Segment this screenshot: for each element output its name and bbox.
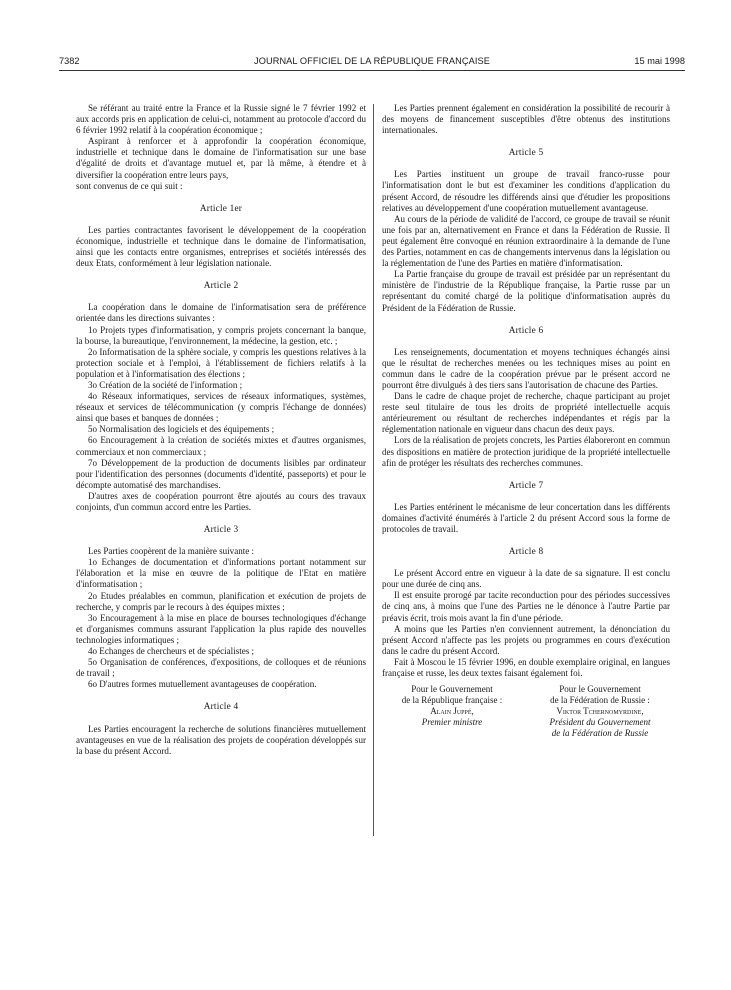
article-paragraph: 2o Informatisation de la sphère sociale, y compris les questions relatives à la protection sociale et à l'emploi, à l'établissement de fichiers relatifs à la population et à l'informatisation des élections ; (76, 346, 366, 379)
article-6-title: Article 6 (508, 325, 544, 336)
article-paragraph: Les Parties entérinent le mécanisme de leur concertation dans les différents domaines d'activité énumérés à l'article 2 du présent Accord sous la forme de protocoles de travail. (382, 501, 670, 534)
article-paragraph: 7o Développement de la production de documents lisibles par ordinateur pour l'identification des personnes (documents d'identité, passeports) et pour le décompte automatisé des marchandises. (76, 457, 366, 490)
article-5-title: Article 5 (508, 148, 544, 159)
journal-title: JOURNAL OFFICIEL DE LA RÉPUBLIQUE FRANÇAISE (254, 56, 490, 66)
preamble-paragraph: Se référant au traité entre la France et la Russie signé le 7 février 1992 et aux accords pris en application de celui-ci, notamment au protocole d'accord du 6 février 1992 relatif à la coopération économique ; (76, 103, 366, 136)
article-paragraph: Il est ensuite prorogé par tacite reconduction pour des périodes successives de cinq ans, à moins que l'une des Parties ne le dénonce à l'autre Partie par préavis écrit, trois mois avant la fin d'une période. (382, 590, 670, 623)
article-paragraph: 1o Projets types d'informatisation, y compris projets concernant la banque, la bourse, la bureautique, l'environnement, la médecine, la gestion, etc. ; (76, 324, 366, 346)
article-paragraph: Au cours de la période de validité de l'accord, ce groupe de travail se réunit une fois par an, alternativement en France et dans la Fédération de Russie. Il peut également être convoqué en réunion extraordinaire à la demande de l'une des Parties, notamment en cas de changements intervenus dans la législation ou la réglementation de l'une des Parties en matière d'informatisation. (382, 213, 670, 269)
agreed-line: sont convenus de ce qui suit : (76, 180, 183, 191)
article-7-title: Article 7 (508, 480, 544, 491)
article-paragraph: La Partie française du groupe de travail est présidée par un représentant du ministère de l'industrie de la République française, la Partie russe par un représentant du comité chargé de la politique d'informatisation auprès du Président de la Fédération de Russie. (382, 269, 670, 313)
article-1-title: Article 1er (199, 203, 243, 214)
signature-of: de la République française : (401, 695, 503, 706)
article-4-title: Article 4 (203, 702, 239, 713)
article-paragraph: 6o D'autres formes mutuellement avantageuses de coopération. (88, 679, 317, 690)
article-2-title: Article 2 (203, 281, 239, 292)
article-paragraph: Les renseignements, documentation et moyens techniques échangés ainsi que le résultat de recherches menées ou les techniques mises au point en commun dans le cadre de la coopération prévue par le présent accord ne pourront être divulgués à des tiers sans l'autorisation de chacune des Parties. (382, 346, 670, 390)
article-paragraph: Les Parties coopèrent de la manière suivante : (88, 546, 255, 557)
article-paragraph: Les Parties instituent un groupe de travail franco-russe pour l'informatisation dont le but est d'examiner les conditions d'application du présent Accord, de résoudre les différends ainsi que d'étudier les propositions relatives au développement d'une coopération mutuellement avantageuse. (382, 169, 670, 213)
page-number: 7382 (59, 56, 80, 66)
signature-russia (530, 684, 670, 739)
article-paragraph: D'autres axes de coopération pourront être ajoutés au cours des travaux conjoints, d'un commun accord entre les Parties. (76, 490, 366, 512)
signature-block (382, 684, 670, 739)
signature-for: Pour le Gouvernement (411, 684, 493, 695)
article-paragraph: A moins que les Parties n'en conviennent autrement, la dénonciation du présent Accord n'affecte pas les projets ou programmes en cours d'exécution dans le cadre du présent Accord. (382, 623, 670, 656)
article-paragraph: 3o Encouragement à la mise en place de bourses technologiques d'échange et d'organismes communs assurant l'application la plus rapide des nouvelles technologies informatiques ; (76, 612, 366, 645)
signatory-role: Président du Gouvernement (549, 717, 651, 728)
signatory-role: de la Fédération de Russie (551, 728, 649, 739)
column-divider (373, 104, 374, 836)
right-column (382, 103, 670, 739)
article-paragraph: 6o Encouragement à la création de sociétés mixtes et d'autres organismes, commerciaux et non commerciaux ; (76, 435, 366, 457)
article-paragraph: Les Parties encouragent la recherche de solutions financières mutuellement avantageuses en vue de la réalisation des projets de coopération développés sur la base du présent Accord. (76, 723, 366, 756)
article-paragraph: 2o Etudes préalables en commun, planification et exécution de projets de recherche, y compris par le recours à des équipes mixtes ; (76, 590, 366, 612)
article-paragraph: La coopération dans le domaine de l'informatisation sera de préférence orientée dans les directions suivantes : (76, 302, 366, 324)
signatory-name: Alain Juppé, (430, 706, 474, 717)
article-paragraph: Lors de la réalisation de projets concrets, les Parties élaboreront en commun des dispositions en matière de protection juridique de la propriété intellectuelle afin de protéger les résultats des recherches communes. (382, 435, 670, 468)
article-8-title: Article 8 (508, 547, 544, 558)
page-header (59, 56, 685, 71)
article-paragraph: Le présent Accord entre en vigueur à la date de sa signature. Il est conclu pour une durée de cinq ans. (382, 568, 670, 590)
article-paragraph: Les parties contractantes favorisent le développement de la coopération économique, industrielle et technique dans le domaine de l'informatisation, ainsi que les contacts entre organismes, entreprises et sociétés intéressés des deux Etats, conformément à leur législation nationale. (76, 224, 366, 269)
article-paragraph: Les Parties prennent également en considération la possibilité de recourir à des moyens de financement susceptibles d'être obtenus des institutions internationales. (382, 103, 670, 136)
article-paragraph: Dans le cadre de chaque projet de recherche, chaque participant au projet reste seul titulaire de tous les droits de propriété intellectuelle acquis antérieurement ou résultant de recherches indépendantes et régis par la réglementation nationale en vigueur dans chacun des deux pays. (382, 391, 670, 435)
signature-of: de la Fédération de Russie : (550, 695, 650, 706)
signature-for: Pour le Gouvernement (559, 684, 641, 695)
article-paragraph: 5o Normalisation des logiciels et des équipements ; (88, 424, 275, 435)
article-paragraph: 3o Création de la société de l'information ; (88, 379, 243, 390)
article-paragraph: 5o Organisation de conférences, d'expositions, de colloques et de réunions de travail ; (76, 657, 366, 679)
publication-date: 15 mai 1998 (634, 56, 685, 66)
article-paragraph: 1o Echanges de documentation et d'informations portant notamment sur l'élaboration et la mise en œuvre de la politique de l'Etat en matière d'informatisation ; (76, 557, 366, 590)
article-paragraph: 4o Réseaux informatiques, services de réseaux informatiques, systèmes, réseaux et services de télécommunication (y compris l'échange de données) ainsi que bases et banques de données ; (76, 391, 366, 424)
signatory-name: Viktor Tchernomyrdine, (556, 706, 644, 717)
signatory-role: Premier ministre (421, 717, 483, 728)
preamble-paragraph: Aspirant à renforcer et à approfondir la coopération économique, industrielle et technique dans le domaine de l'informatisation sur une base d'égalité de droits et d'avantage mutuel et, par là même, à étendre et à diversifier la coopération entre leurs pays, (76, 136, 366, 180)
left-column (76, 103, 366, 757)
signature-france (382, 684, 522, 739)
article-paragraph: Fait à Moscou le 15 février 1996, en double exemplaire original, en langues française et russe, les deux textes faisant également foi. (382, 656, 670, 679)
article-paragraph: 4o Echanges de chercheurs et de spécialistes ; (88, 646, 255, 657)
article-3-title: Article 3 (203, 525, 239, 536)
